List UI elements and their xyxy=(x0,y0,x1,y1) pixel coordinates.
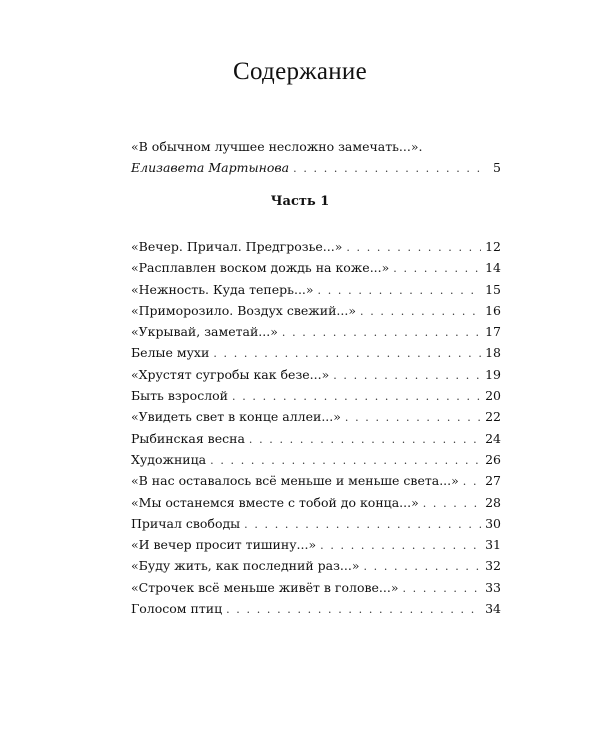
toc-entry xyxy=(131,236,501,257)
toc-entry-title: «Буду жить, как последний раз...» xyxy=(131,558,360,574)
toc-entry-title: «Нежность. Куда теперь...» xyxy=(131,281,314,297)
toc-entry xyxy=(131,492,501,513)
toc-entry xyxy=(131,555,501,576)
toc-entry xyxy=(131,321,501,342)
leader-dots xyxy=(210,450,481,471)
toc-entry xyxy=(131,470,501,491)
toc-entry-title: «Вечер. Причал. Предгрозье...» xyxy=(131,239,343,254)
leader-dots xyxy=(333,365,481,386)
toc-entry xyxy=(131,406,501,427)
toc-entry-page: 18 xyxy=(485,345,501,361)
toc-entry-title: «Укрывай, заметай...» xyxy=(131,324,278,340)
toc-entry-title: «И вечер просит тишину...» xyxy=(131,537,317,553)
toc-entry-title: Рыбинская весна xyxy=(131,430,245,446)
toc-entry-title: «Мы останемся вместе с тобой до конца...» xyxy=(131,494,419,510)
toc-entry-page: 34 xyxy=(485,601,501,617)
toc-entry-title: «Строчек всё меньше живёт в голове...» xyxy=(131,579,399,595)
intro-entry xyxy=(131,136,501,179)
leader-dots xyxy=(363,556,481,577)
leader-dots xyxy=(226,599,481,620)
intro-title: «В обычном лучшее несложно замечать...». xyxy=(131,139,423,154)
leader-dots xyxy=(293,158,483,179)
toc-entry xyxy=(131,577,501,598)
toc-list xyxy=(131,236,501,619)
leader-dots xyxy=(402,578,481,599)
toc-entry xyxy=(131,534,501,555)
toc-entry-title: «Увидеть свет в конце аллеи...» xyxy=(131,409,341,425)
toc-entry-title: Белые мухи xyxy=(131,345,210,361)
leader-dots xyxy=(320,535,481,556)
toc-entry-title: «Приморозило. Воздух свежий...» xyxy=(131,302,356,318)
toc-entry-title: Художница xyxy=(131,451,207,467)
toc-entry xyxy=(131,364,501,385)
toc-entry-title: «Расплавлен воском дождь на коже...» xyxy=(131,260,390,276)
intro-author: Елизавета Мартынова xyxy=(131,160,290,175)
leader-dots xyxy=(249,429,481,450)
leader-dots xyxy=(393,258,481,279)
toc-entry-page: 33 xyxy=(485,579,501,595)
leader-dots xyxy=(346,237,481,258)
toc-entry xyxy=(131,513,501,534)
toc-entry-title: Причал свободы xyxy=(131,515,241,531)
intro-author-row xyxy=(131,157,501,179)
toc-entry-title: «В нас оставалось всё меньше и меньше света...» xyxy=(131,473,459,489)
leader-dots xyxy=(423,493,481,514)
toc-entry-page: 27 xyxy=(485,473,501,489)
toc-entry xyxy=(131,342,501,363)
leader-dots xyxy=(345,407,481,428)
toc-entry-page: 14 xyxy=(485,260,501,276)
toc-entry-page: 20 xyxy=(485,388,501,404)
intro-page-number: 5 xyxy=(493,160,501,175)
toc-entry-page: 31 xyxy=(485,537,501,553)
toc-entry-page: 32 xyxy=(485,558,501,574)
part-heading: Часть 1 xyxy=(270,194,330,209)
page-title: Содержание xyxy=(233,58,367,85)
leader-dots xyxy=(213,343,481,364)
toc-entry-page: 28 xyxy=(485,494,501,510)
toc-entry-page: 24 xyxy=(485,430,501,446)
toc-entry xyxy=(131,428,501,449)
leader-dots xyxy=(232,386,481,407)
leader-dots xyxy=(360,301,481,322)
leader-dots xyxy=(282,322,481,343)
leader-dots xyxy=(318,280,482,301)
toc-entry-title: Голосом птиц xyxy=(131,601,223,617)
toc-entry-page: 16 xyxy=(485,302,501,318)
toc-entry xyxy=(131,279,501,300)
toc-entry-page: 19 xyxy=(485,366,501,382)
toc-entry xyxy=(131,257,501,278)
toc-entry-title: «Хрустят сугробы как безе...» xyxy=(131,366,330,382)
toc-entry xyxy=(131,449,501,470)
toc-entry-page: 12 xyxy=(485,239,501,254)
toc-entry xyxy=(131,300,501,321)
toc-entry-page: 15 xyxy=(485,281,501,297)
toc-entry-title: Быть взрослой xyxy=(131,388,229,404)
toc-entry-page: 26 xyxy=(485,451,501,467)
toc-entry xyxy=(131,598,501,619)
toc-entry-page: 17 xyxy=(485,324,501,340)
leader-dots xyxy=(244,514,481,535)
toc-entry-page: 22 xyxy=(485,409,501,425)
toc-entry-page: 30 xyxy=(485,515,501,531)
leader-dots xyxy=(463,471,481,492)
toc-entry xyxy=(131,385,501,406)
